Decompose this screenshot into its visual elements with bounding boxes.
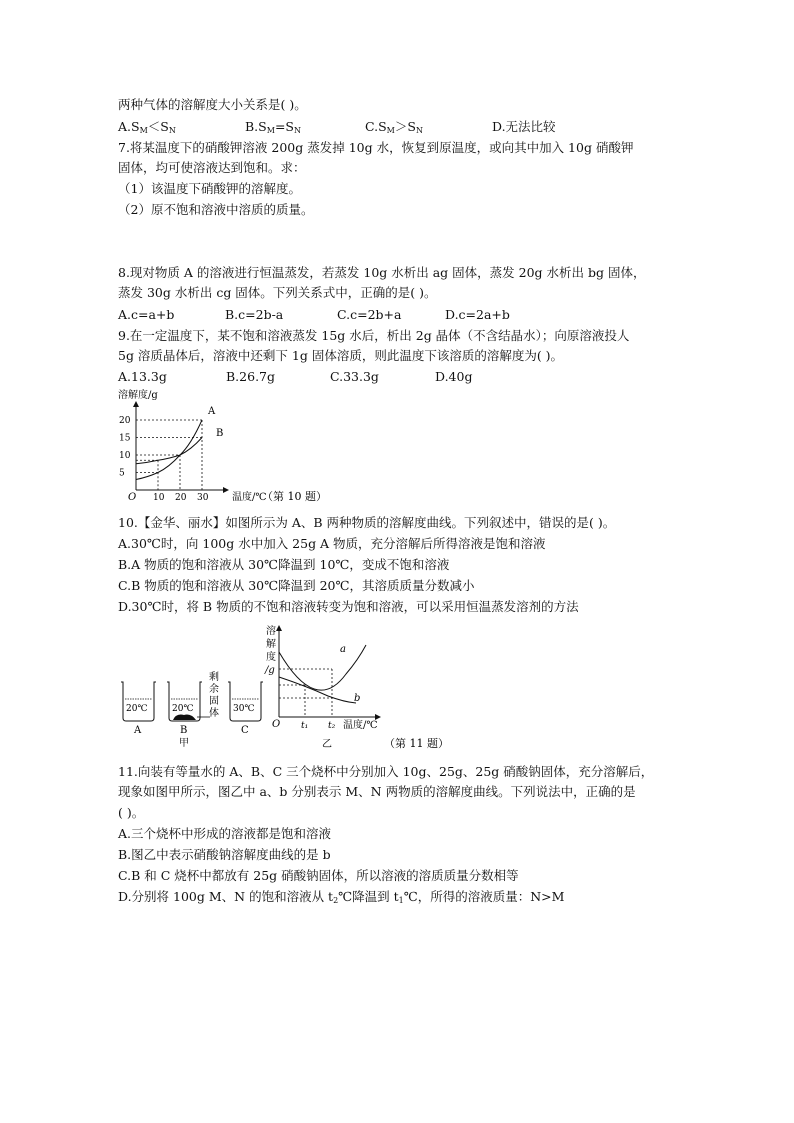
q11-option-d: D.分别将 100g M、N 的饱和溶液从 $t_2℃$降温到 $t_1℃$，所得的溶液质量：N>M (118, 889, 565, 905)
q10-option-a: A.30℃时，向 100g 水中加入 25g A 物质，充分溶解后所得溶液是饱和溶液 (118, 536, 546, 551)
residue-label-1: 剩 (209, 672, 219, 683)
q9-line-2: 5g 溶质晶体后，溶液中还剩下 1g 固体溶质，则此温度下该溶质的溶解度为( )。 (118, 348, 564, 363)
fig10-ytick-15: 15 (119, 433, 131, 444)
fig10-ylabel: 溶解度/g (118, 390, 158, 401)
beaker-a (121, 682, 156, 721)
fig10-caption: （第 10 题） (262, 490, 327, 503)
fig10-xtick-20: 20 (175, 493, 187, 503)
residue-label-2: 余 (209, 684, 219, 695)
fig11-xlabel: 温度/℃ (343, 720, 378, 731)
fig11-ylabel-3: 度 (266, 652, 276, 663)
fig10-curve-a (136, 420, 202, 480)
q10-option-b: B.A 物质的饱和溶液从 30℃降温到 10℃，变成不饱和溶液 (118, 557, 450, 572)
beaker-a-label: A (134, 725, 142, 736)
q11-option-a: A.三个烧杯中形成的溶液都是饱和溶液 (118, 826, 332, 841)
fig10-xtick-30: 30 (197, 493, 209, 503)
fig11-curve-a-label: a (340, 644, 346, 655)
fig11-figure (116, 620, 476, 755)
q9-line-1: 9.在一定温度下，某不饱和溶液蒸发 15g 水后，析出 2g 晶体（不含结晶水）；向原溶液投人 (118, 328, 630, 343)
beaker-b-temp: 20℃ (172, 704, 194, 714)
q9-option-d: D.40g (435, 369, 473, 384)
q10-option-d: D.30℃时，将 B 物质的不饱和溶液转变为饱和溶液，可以采用恒温蒸发溶剂的方法 (118, 599, 579, 614)
beaker-c-temp: 30℃ (233, 704, 255, 714)
q8-line-2: 蒸发 30g 水析出 cg 固体。下列关系式中，正确的是( )。 (118, 285, 437, 300)
q9-option-a: A.13.3g (118, 369, 167, 384)
beaker-c (228, 682, 263, 721)
fig10-curve-b-label: B (216, 428, 224, 439)
fig10-curve-a-label: A (208, 406, 216, 417)
fig11-curve-a (279, 645, 366, 690)
q7-line-2: 固体，均可使溶液达到饱和。求： (118, 160, 306, 175)
q6-option-a: $A.S_M<S_N$ (118, 119, 176, 135)
fig11-jia: 甲 (179, 738, 189, 749)
residue-label-3: 固 (209, 696, 219, 707)
fig10-ytick-20: 20 (119, 416, 131, 426)
fig11-yi: 乙 (322, 739, 332, 750)
beaker-b (167, 682, 210, 721)
q7-sub-2: （2）原不饱和溶液中溶质的质量。 (118, 202, 314, 217)
fig11-ylabel-4: /g (265, 665, 275, 676)
fig11-t2: t₂ (328, 721, 336, 731)
fig11-ylabel-1: 溶 (266, 626, 276, 637)
beaker-c-label: C (241, 725, 249, 736)
q8-option-d: D.c=2a+b (445, 307, 510, 322)
fig11-origin: O (272, 719, 281, 730)
q6-option-b: $B.S_M=S_N$ (245, 119, 301, 135)
q11-line-1: 11.向装有等量水的 A、B、C 三个烧杯中分别加入 10g、25g、25g 硝酸钠固体，充分溶解后， (118, 764, 654, 779)
beaker-b-residue (173, 715, 196, 720)
fig10-origin: O (128, 492, 137, 503)
fig10-solubility-chart (116, 388, 356, 508)
q6-option-c: $C.S_M>S_N$ (365, 119, 423, 135)
q9-option-b: B.26.7g (226, 369, 275, 384)
q8-line-1: 8.现对物质 A 的溶液进行恒温蒸发，若蒸发 10g 水析出 ag 固体，蒸发 20g 水析出 bg 固体， (118, 265, 646, 280)
q8-option-c: C.c=2b+a (337, 307, 402, 322)
fig11-caption: （第 11 题） (384, 737, 449, 750)
q10-line-1: 10.【金华、丽水】如图所示为 A、B 两种物质的溶解度曲线。下列叙述中，错误的是( )。 (118, 515, 616, 530)
q11-line-3: ( )。 (118, 805, 145, 820)
q7-sub-1: （1）该温度下硝酸钾的溶解度。 (118, 181, 301, 196)
q8-option-b: B.c=2b-a (225, 307, 284, 322)
fig10-xlabel: 温度/℃ (232, 492, 267, 503)
beaker-a-temp: 20℃ (126, 704, 148, 714)
beaker-b-label: B (180, 725, 188, 736)
q11-option-b: B.图乙中表示硝酸钠溶解度曲线的是 b (118, 847, 331, 862)
residue-label-4: 体 (209, 708, 219, 719)
fig11-t1: t₁ (301, 721, 309, 731)
fig10-xtick-10: 10 (153, 493, 165, 503)
q11-option-c: C.B 和 C 烧杯中都放有 25g 硝酸钠固体，所以溶液的溶质质量分数相等 (118, 868, 519, 883)
fig11-curve-b-label: b (354, 693, 361, 704)
q6-option-d: D.无法比较 (492, 119, 556, 134)
q7-line-1: 7.将某温度下的硝酸钾溶液 200g 蒸发掉 10g 水，恢复到原温度，或向其中加入 10g 硝酸钾 (118, 140, 634, 155)
q10-option-c: C.B 物质的饱和溶液从 30℃降温到 20℃，其溶质质量分数减小 (118, 578, 475, 593)
fig10-ytick-10: 10 (119, 451, 131, 461)
fig10-ytick-5: 5 (119, 468, 125, 479)
fig11-ylabel-2: 解 (266, 639, 276, 650)
fig10-curve-b (136, 438, 202, 464)
q11-line-2: 现象如图甲所示，图乙中 a、b 分别表示 M、N 两物质的溶解度曲线。下列说法中，正确的是 (118, 784, 636, 799)
q6-stem: 两种气体的溶解度大小关系是( )。 (118, 97, 307, 112)
q9-option-c: C.33.3g (330, 369, 379, 384)
q8-option-a: A.c=a+b (118, 307, 175, 322)
